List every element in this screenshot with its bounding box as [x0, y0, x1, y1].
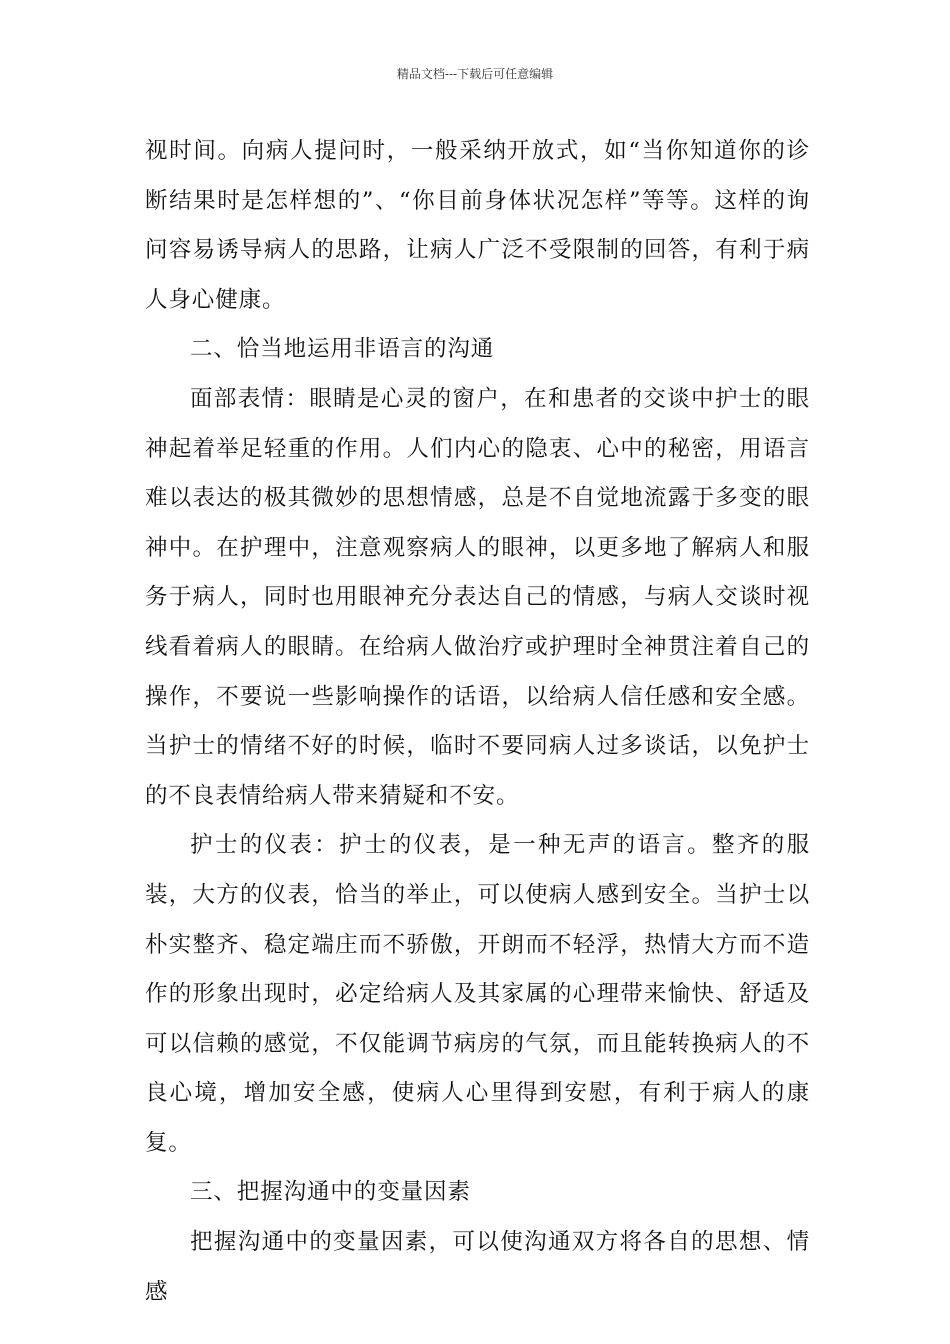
paragraph-continuation: 视时间。向病人提问时，一般采纳开放式，如“当你知道你的诊断结果时是怎样想的”、“你目前身体状况怎样”等等。这样的询问容易诱导病人的思路，让病人广泛不受限制的回答，有利于病人身心健康。: [145, 138, 810, 313]
document-body: [145, 127, 810, 1317]
section-heading-3: 三、把握沟通中的变量因素: [190, 1179, 471, 1206]
section-heading-2: 二、恰当地运用非语言的沟通: [190, 336, 495, 363]
paragraph-variables: 把握沟通中的变量因素，可以使沟通双方将各自的思想、情感: [145, 1229, 810, 1305]
page-header: 精品文档---下载后可任意编辑: [396, 67, 554, 81]
paragraph-nurse-appearance: 护士的仪表：护士的仪表，是一种无声的语言。整齐的服装，大方的仪表，恰当的举止，可以使病人感到安全。当护士以朴实整齐、稳定端庄而不骄傲，开朗而不轻浮，热情大方而不造作的形象出现时，必定给病人及其家属的心理带来愉快、舒适及可以信赖的感觉，不仅能调节病房的气氛，而且能转换病人的不良心境，增加安全感，使病人心里得到安慰，有利于病人的康复。: [145, 832, 810, 1156]
paragraph-facial-expression: 面部表情：眼睛是心灵的窗户，在和患者的交谈中护士的眼神起着举足轻重的作用。人们内心的隐衷、心中的秘密，用语言难以表达的极其微妙的思想情感，总是不自觉地流露于多变的眼神中。在护理中，注意观察病人的眼神，以更多地了解病人和服务于病人，同时也用眼神充分表达自己的情感，与病人交谈时视线看着病人的眼睛。在给病人做治疗或护理时全神贯注着自己的操作，不要说一些影响操作的话语，以给病人信任感和安全感。当护士的情绪不好的时候，临时不要同病人过多谈话，以免护士的不良表情给病人带来猜疑和不安。: [145, 385, 810, 809]
